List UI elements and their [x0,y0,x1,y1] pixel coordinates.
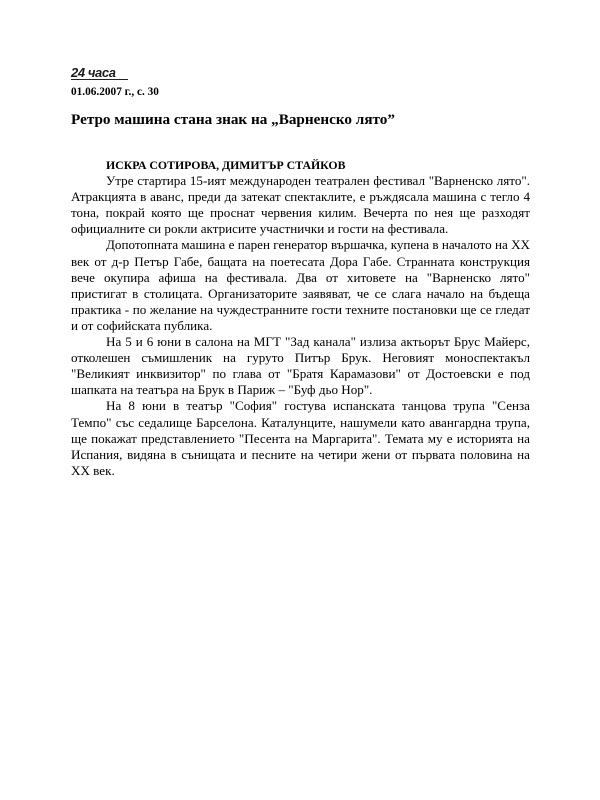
article-title: Ретро машина стана знак на „Варненско лято” [71,111,395,128]
newspaper-logo: 24 часа [71,66,128,80]
article-paragraph: Утре стартира 15-ият международен театрален фестивал "Варненско лято". Атракцията в аванс, преди да затекат спектаклите, е ръждясала машина с тегло 4 тона, покрай която ще проснат червения килим. Вечерта по нея ще разходят официалните си рокли актрисите участнички и гости на фестивала. [71,173,530,237]
article-body [71,157,530,479]
article-paragraph: Допотопната машина е парен генератор вършачка, купена в началото на ХХ век от д-р Петър Габе, бащата на поетесата Дора Габе. Странната конструкция вече окупира афиша на фестивала. Два от хитовете на "Варненско лято" пристигат в столицата. Организаторите заявяват, че се слага начало на бъдеща практика - по желание на чуждестранните гости техните постановки ще се гледат и от софийската публика. [71,237,530,333]
publication-date-page: 01.06.2007 г., с. 30 [71,86,159,98]
article-paragraph: На 8 юни в театър "София" гостува испанската танцова трупа "Сенза Темпо" със седалище Барселона. Каталунците, нашумели като авангардна трупа, ще покажат представлението "Песента на Маргарита". Темата му е историята на Испания, видяна в сънищата и песните на четири жени от първата половина на ХХ век. [71,398,530,478]
article-authors: ИСКРА СОТИРОВА, ДИМИТЪР СТАЙКОВ [106,158,346,172]
article-paragraph: На 5 и 6 юни в салона на МГТ "Зад канала" излиза актьорът Брус Майерс, отколешен съмишленик на гуруто Питър Брук. Неговият моноспектакъл "Великият инквизитор" по глава от "Братя Карамазови" от Достоевски е под шапката на театъра на Брук в Париж – "Буф дьо Нор". [71,334,530,398]
